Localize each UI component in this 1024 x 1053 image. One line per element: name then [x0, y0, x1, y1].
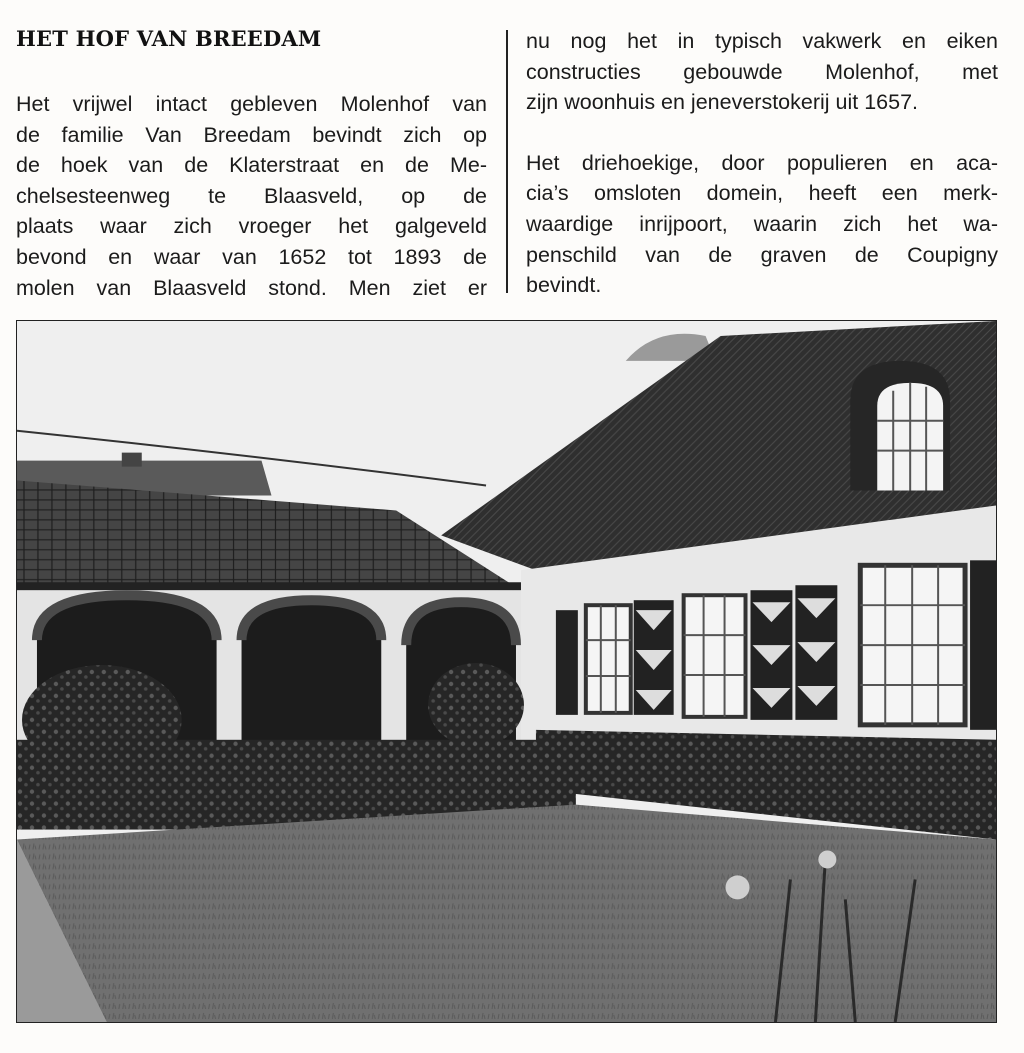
text-line: bevindt.: [526, 273, 602, 298]
paragraph-intro: [16, 89, 487, 303]
text-line: cia’s omsloten domein, heeft een merk-: [526, 181, 998, 206]
text-line: plaats waar zich vroeger het galgeveld: [16, 214, 487, 239]
text-line: zijn woonhuis en jeneverstokerij uit 1657.: [526, 90, 919, 115]
text-line: Het vrijwel intact gebleven Molenhof van: [16, 92, 487, 116]
text-line: Het driehoekige, door populieren en aca-: [526, 150, 998, 175]
paragraph-domain: [526, 148, 998, 301]
paragraph-gap: [526, 118, 998, 148]
paragraph-continuation: [526, 26, 998, 118]
arch-opening: [242, 600, 382, 750]
text-line: constructies gebouwde Molenhof, met: [526, 59, 998, 84]
photo-illustration: [17, 321, 996, 1022]
text-line: bevond en waar van 1652 tot 1893 de: [16, 244, 487, 269]
text-line: molen van Blaasveld stond. Men ziet er: [16, 275, 487, 300]
lawn: [17, 805, 996, 1022]
text-line: de hoek van de Klaterstraat en de Me-: [16, 153, 487, 178]
article-title: HET HOF VAN BREEDAM: [16, 26, 322, 51]
text-line: chelsesteenweg te Blaasveld, op de: [16, 183, 487, 208]
text-line: nu nog het in typisch vakwerk en eiken: [526, 29, 998, 53]
text-line: penschild van de graven de Coupigny: [526, 242, 998, 267]
text-line: waardige inrijpoort, waarin zich het wa-: [526, 211, 998, 236]
rose-flower: [818, 850, 836, 868]
roof-gutter: [17, 582, 526, 590]
text-line: de familie Van Breedam bevindt zich op: [16, 122, 487, 147]
photo-molenhof: [16, 320, 997, 1023]
round-shrub: [428, 663, 524, 747]
article-column-left: [16, 89, 487, 303]
column-divider: [506, 30, 508, 293]
chimney: [122, 453, 142, 467]
rose-flower: [726, 875, 750, 899]
article-column-right: [526, 26, 998, 301]
